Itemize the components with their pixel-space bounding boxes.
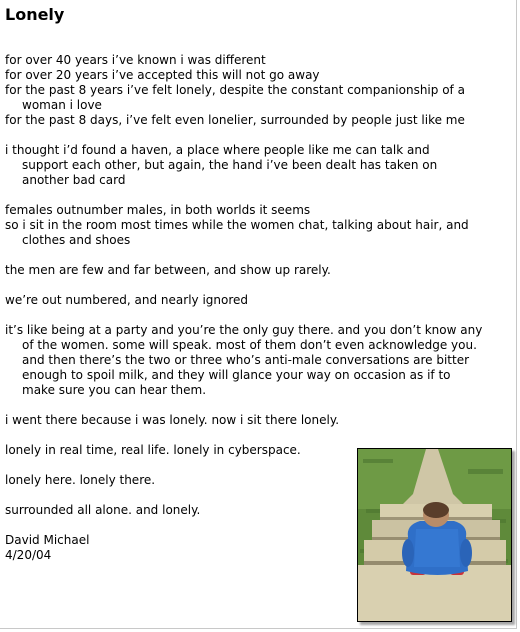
poem-line: so i sit in the room most times while the women chat, talking about hair, and clothes and shoes (5, 218, 469, 247)
boy-on-steps-photo (357, 448, 512, 622)
poem-line: i thought i’d found a haven, a place where people like me can talk and support each other, but again, the hand i’ve been dealt has taken on another bad card (5, 143, 438, 187)
signature-date: 4/20/04 (5, 548, 52, 562)
poem-line: for over 20 years i’ve accepted this will not go away (5, 68, 320, 82)
stanza-7 (5, 413, 475, 428)
stanza-1 (5, 53, 475, 128)
poem-line: i went there because i was lonely. now i sit there lonely. (5, 413, 340, 427)
author-name: David Michael (5, 533, 90, 547)
poem-line: for the past 8 years i’ve felt lonely, despite the constant companionship of a woman i love (5, 83, 465, 112)
poem-line: lonely in real time, real life. lonely in cyberspace. (5, 443, 301, 457)
poem-line: we’re out numbered, and nearly ignored (5, 293, 249, 307)
stanza-2 (5, 143, 475, 188)
poem-line: it’s like being at a party and you’re the only guy there. and you don’t know any of the women. some will speak. most of them don’t even acknowledge you. and then there’s the two or three who’s anti-male conversations are bitter enough to spoil milk, and they will glance your way on occasion as if to make sure you can hear them. (5, 323, 483, 397)
poem-line: surrounded all alone. and lonely. (5, 503, 201, 517)
stanza-3 (5, 203, 475, 248)
stanza-5 (5, 293, 475, 308)
stanza-6 (5, 323, 483, 398)
page-title: Lonely (5, 5, 65, 24)
poem-line: lonely here. lonely there. (5, 473, 156, 487)
poem-line: for over 40 years i’ve known i was different (5, 53, 266, 67)
poem-line: for the past 8 days, i’ve felt even lonelier, surrounded by people just like me (5, 113, 465, 127)
poem-line: the men are few and far between, and show up rarely. (5, 263, 331, 277)
stanza-4 (5, 263, 475, 278)
poem-line: females outnumber males, in both worlds it seems (5, 203, 311, 217)
